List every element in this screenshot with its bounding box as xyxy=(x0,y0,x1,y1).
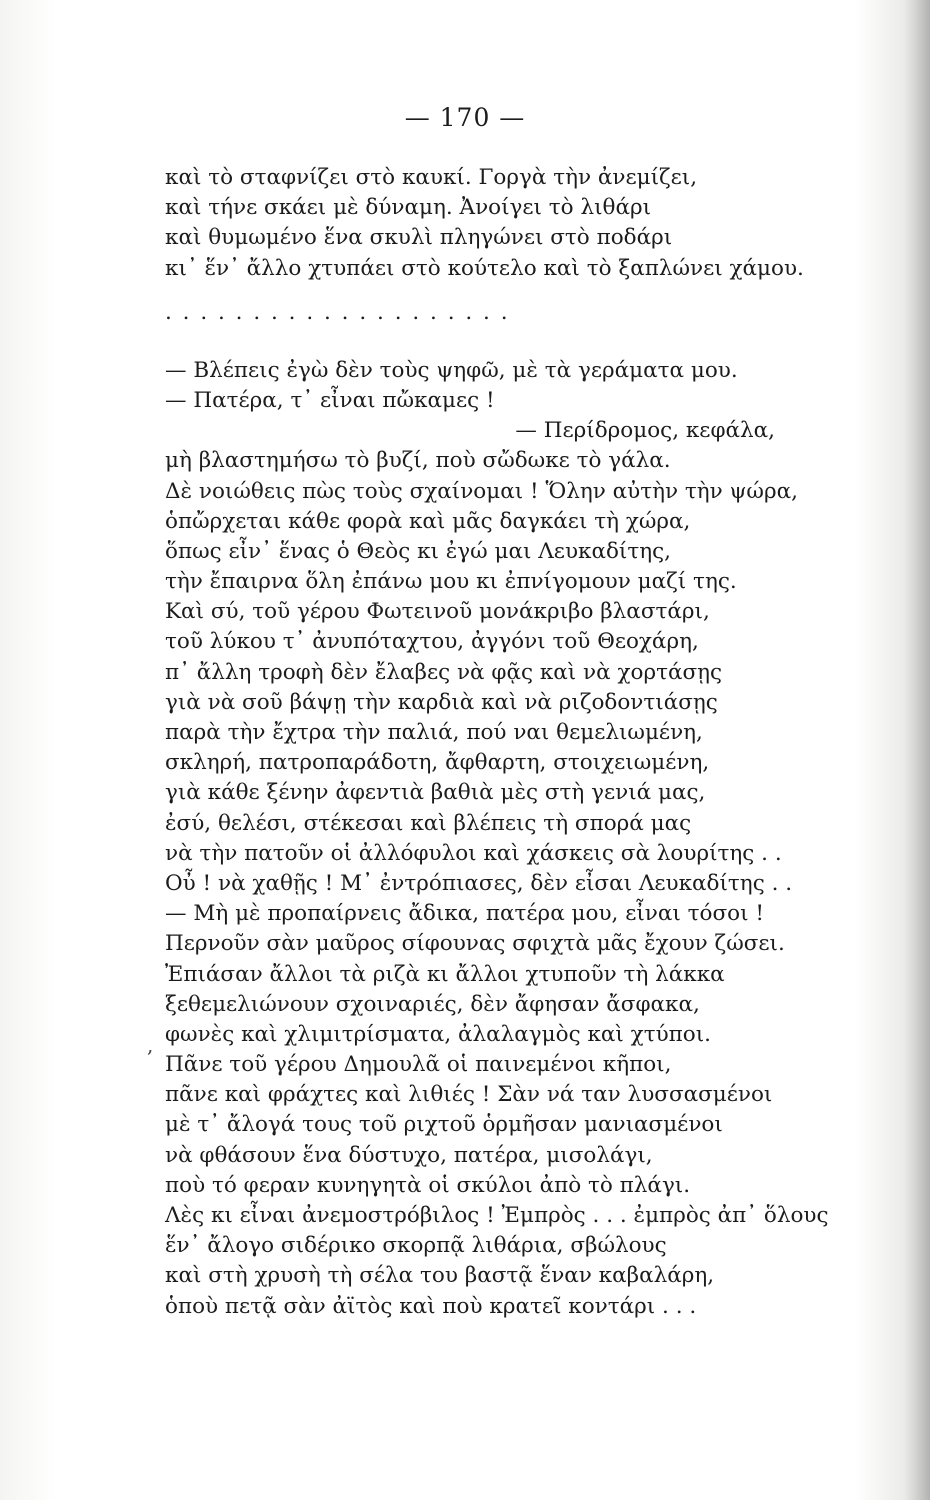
text-line: ὅπως εἶν᾽ ἕνας ὁ Θεὸς κι ἐγώ μαι Λευκαδίτης, xyxy=(165,538,671,564)
text-line: Περνοῦν σὰν μαῦρος σίφουνας σφιχτὰ μᾶς ἔχουν ζώσει. xyxy=(165,931,785,957)
text-line: καὶ τήνε σκάει μὲ δύναμη. Ἀνοίγει τὸ λιθάρι xyxy=(165,195,652,221)
text-line: π᾽ ἄλλη τροφὴ δὲν ἔλαβες νὰ φᾷς καὶ νὰ χορτάσῃς xyxy=(165,659,723,685)
text-line: πᾶνε καὶ φράχτες καὶ λιθιές ! Σὰν νά ταν λυσσασμένοι xyxy=(165,1082,773,1108)
text-line: Οὖ ! νὰ χαθῇς ! Μ᾽ ἐντρόπιασες, δὲν εἶσαι Λευκαδίτης . . xyxy=(165,870,793,896)
text-line: σκληρή, πατροπαράδοτη, ἄφθαρτη, στοιχειωμένη, xyxy=(165,750,710,776)
poem-text xyxy=(165,163,829,1322)
text-line: ὁπoὺ πετᾷ σὰν ἀϊτὸς καὶ ποὺ κρατεῖ κοντάρι . . . xyxy=(165,1293,697,1319)
text-line: Δὲ νοιώθεις πὼς τοὺς σχαίνομαι ! Ὅλην αὐτὴν τὴν ψώρα, xyxy=(165,478,798,504)
text-line: φωνὲς καὶ χλιμιτρίσματα, ἀλαλαγμὸς καὶ χτύποι. xyxy=(165,1021,711,1047)
text-line: — Περίδρομος, κεφάλα, xyxy=(515,418,775,444)
stray-mark: , xyxy=(147,1033,154,1057)
text-line: μὲ τ᾽ ἄλογά τους τοῦ ριχτοῦ ὁρμῆσαν μανιασμένοι xyxy=(165,1112,723,1138)
text-line: γιὰ κάθε ξένην ἀφεντιὰ βαθιὰ μὲς στὴ γενιά μας, xyxy=(165,780,706,806)
text-line: παρὰ τὴν ἔχτρα τὴν παλιά, πού ναι θεμελιωμένη, xyxy=(165,720,703,745)
text-line: καὶ τὸ σταφνίζει στὸ καυκί. Γοργὰ τὴν ἀνεμίζει, xyxy=(165,165,698,190)
text-line: ὁπὤρχεται κάθε φορὰ καὶ μᾶς δαγκάει τὴ χώρα, xyxy=(165,508,691,534)
text-line: νὰ τὴν πατοῦν οἱ ἀλλόφυλοι καὶ χάσκεις σὰ λουρίτης . . xyxy=(165,840,782,866)
text-line: γιὰ νὰ σοῦ βάψῃ τὴν καρδιὰ καὶ νὰ ριζοδοντιάσῃς xyxy=(165,689,718,715)
text-line: μὴ βλαστημήσω τὸ βυζί, ποὺ σὤδωκε τὸ γάλα. xyxy=(165,448,671,474)
ellipsis-separator: . . . . . . . . . . . . . . . . . . . . xyxy=(165,299,510,325)
text-line: κι᾽ ἕν᾽ ἄλλο χτυπάει στὸ κούτελο καὶ τὸ ξαπλώνει χάμου. xyxy=(165,255,804,281)
text-line: ἐσύ, θελέσι, στέκεσαι καὶ βλέπεις τὴ σπορά μας xyxy=(165,810,692,836)
text-line: — Πατέρα, τ᾽ εἶναι πὤκαμες ! xyxy=(165,387,495,413)
text-line: πoὺ τό φεραν κυνηγητὰ οἱ σκύλοι ἀπὸ τὸ πλάγι. xyxy=(165,1172,691,1198)
text-line: — Βλέπεις ἐγὼ δὲν τοὺς ψηφῶ, μὲ τὰ γεράματα μου. xyxy=(165,357,738,383)
text-line: ξεθεμελιώνουν σχοιναριές, δὲν ἄφησαν ἄσφακα, xyxy=(165,991,700,1017)
text-line: — Μὴ μὲ προπαίρνεις ἄδικα, πατέρα μου, εἶναι τόσοι ! xyxy=(165,901,764,927)
text-line: ἕν᾽ ἄλογο σιδέρικο σκορπᾷ λιθάρια, σβώλους xyxy=(165,1233,667,1259)
page-binding-shadow xyxy=(904,0,930,1500)
text-line: Λὲς κι εἶναι ἀνεμοστρόβιλος ! Ἐμπρὸς . . . ἐμπρὸς ἀπ᾽ ὅλους xyxy=(165,1203,829,1228)
text-line: τοῦ λύκου τ᾽ ἀνυπόταχτου, ἀγγόνι τοῦ Θεοχάρη, xyxy=(165,629,699,655)
text-line: καὶ θυμωμένο ἕνα σκυλὶ πληγώνει στὸ ποδάρι xyxy=(165,225,673,251)
text-line: καὶ στὴ χρυσὴ τὴ σέλα του βαστᾷ ἕναν καβαλάρη, xyxy=(165,1263,715,1289)
text-line: Ἐπιάσαν ἄλλοι τὰ ριζὰ κι ἄλλοι χτυποῦν τὴ λάκκα xyxy=(165,961,725,987)
text-line: νὰ φθάσουν ἕνα δύστυχο, πατέρα, μισολάγι, xyxy=(165,1142,653,1168)
text-line: Καὶ σύ, τοῦ γέρου Φωτεινοῦ μονάκριβο βλαστάρι, xyxy=(165,599,710,625)
text-line: Πᾶνε τοῦ γέρου Δημουλᾶ οἱ παινεμένοι κῆποι, xyxy=(165,1052,672,1078)
text-line: τὴν ἔπαιρνα ὅλη ἐπάνω μου κι ἐπνίγομουν μαζί της. xyxy=(165,569,737,595)
page-number: — 170 — xyxy=(404,103,526,132)
